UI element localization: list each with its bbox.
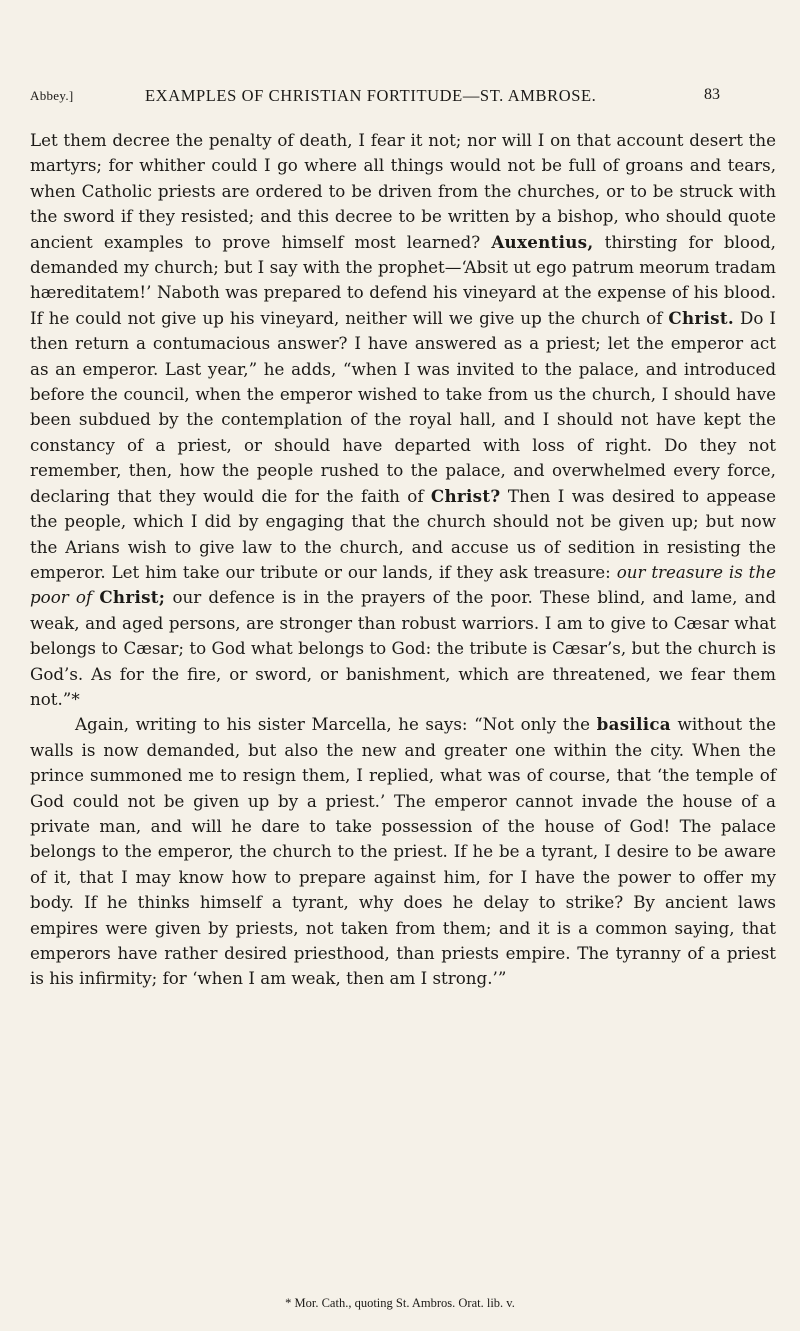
text-run: without the walls is now demanded, but also the new and greater one within the city. When the prince summoned me to resign them, I replied, what was of course, that ‘the temple of God could not be given up by a priest.’ The emperor cannot invade the house of a private man, and will he dare to take possession of the house of God! The palace belongs to the emperor, the church to the priest. If he be a tyrant, I desire to be aware of it, that I may know how to prepare against him, for I have the power to offer my body. If he thinks himself a tyrant, why does he delay to strike? By ancient laws empires were given by priests, not taken from them; and it is a common saying, that emperors have rather desired priesthood, than priests empire. The tyranny of a priest is his infirmity; for ‘when I am weak, then am I strong.’” [30, 714, 777, 989]
header-left: Abbey.] [30, 88, 74, 103]
blackletter-word: Auxentius, [491, 231, 594, 252]
blackletter-word: basilica [596, 714, 671, 735]
running-header [30, 86, 720, 110]
page-number: 83 [704, 86, 720, 103]
text-run: Then I was desired to appease the people, which I did by engaging that the church should not be given up; but now the Arians wish to give law to the church, and accuse us of sedition in resisting the emperor. Let him take our tribute or our lands, if they ask treasure: [30, 485, 776, 582]
text-run: Do I then return a contumacious answer? I have answered as a priest; let the emperor act as an emperor. Last year,” he adds, “when I was invited to the palace, and introduced before the council, when the emperor wished to take from us the church, I should have been subdued by the contemplation of the royal hall, and I should not have kept the constancy of a priest, or should have departed with loss of right. Do they not remember, then, how the people rushed to the palace, and overwhelmed every force, declaring that they would die for the faith of [30, 307, 776, 506]
italic-phrase: our treasure is the poor of [30, 561, 776, 608]
text-run: Let them decree the penalty of death, I fear it not; nor will I on that account desert the martyrs; for whither could I go where all things would not be full of groans and tears, when Catholic priests are ordered to be driven from the churches, or to be struck with the sword if they resisted; and this decree to be written by a bishop, who should quote ancient examples to prove himself most learned? [30, 130, 776, 252]
header-title: EXAMPLES OF CHRISTIAN FORTITUDE—ST. AMBROSE. [145, 86, 597, 105]
blackletter-word: Christ? [430, 485, 501, 506]
body-text [30, 128, 776, 992]
paragraph-2 [30, 712, 776, 991]
text-run: our defence is in the prayers of the poor. These blind, and lame, and weak, and aged persons, are stronger than robust warriors. I am to give to Cæsar what belongs to Cæsar; to God what belongs to God: the tribute is Cæsar’s, but the church is God’s. As for the fire, or sword, or banishment, which are threatened, we fear them not.”* [30, 587, 776, 709]
blackletter-word: Christ; [99, 587, 166, 608]
blackletter-word: Christ. [668, 307, 734, 328]
text-run: Again, writing to his sister Marcella, he says: “Not only the [75, 714, 591, 735]
footnote: * Mor. Cath., quoting St. Ambros. Orat. lib. v. [285, 1296, 515, 1310]
text-run: thirsting for blood, demanded my church; but I say with the prophet—‘Absit ut ego patrum meorum tradam hæreditatem!’ Naboth was prepared to defend his vineyard at the expense of his blood. If he could not give up his vineyard, neither will we give up the church of [30, 231, 776, 328]
paragraph-1 [30, 128, 776, 712]
